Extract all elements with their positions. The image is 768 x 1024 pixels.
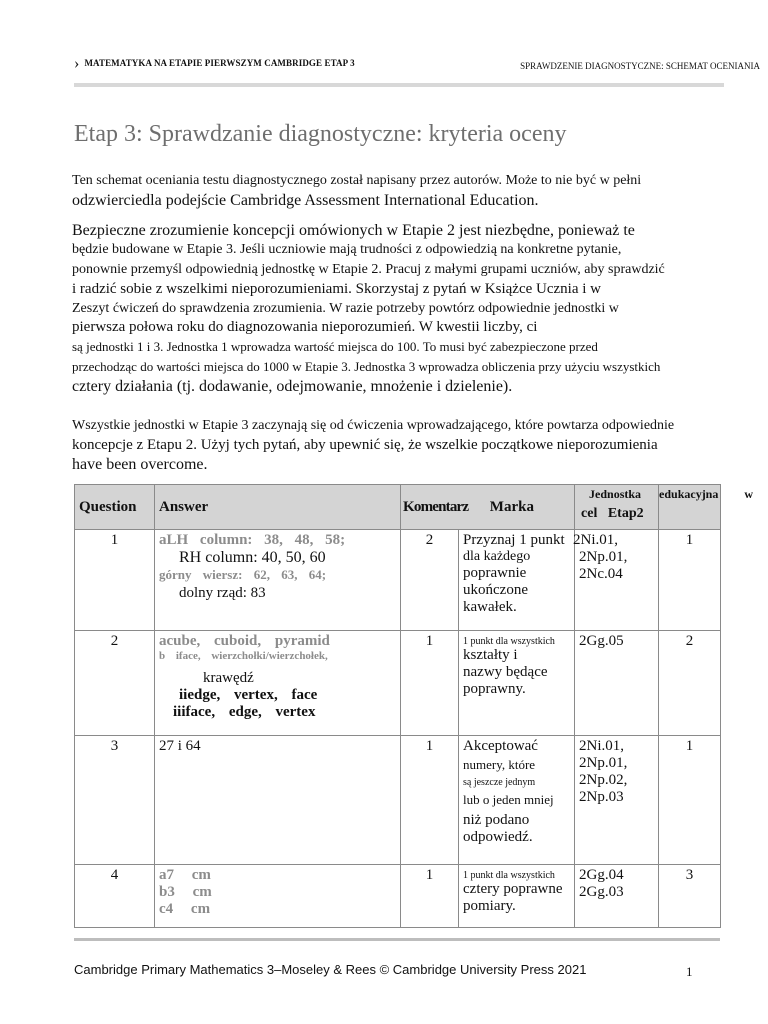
answer-line: b3 cm bbox=[159, 884, 212, 900]
objective-code: 2Ni.01, bbox=[579, 738, 625, 754]
objective-code: 2Nc.04 bbox=[579, 566, 623, 582]
table-row bbox=[75, 865, 721, 928]
table-row bbox=[75, 530, 721, 631]
unit-number: 2 bbox=[659, 631, 721, 736]
page-number: 1 bbox=[686, 964, 693, 979]
mark-value: 1 bbox=[401, 736, 459, 865]
unit-number: 1 bbox=[659, 530, 721, 631]
objective-code: 2Gg.04 bbox=[579, 867, 624, 883]
comment-line: Przyznaj 1 punkt bbox=[463, 532, 565, 548]
comment-line: poprawnie bbox=[463, 565, 527, 581]
answer-cell bbox=[155, 736, 401, 865]
column-header-etap2: Etap2 bbox=[607, 506, 644, 521]
question-number: 2 bbox=[75, 631, 155, 736]
paragraph-line: Zeszyt ćwiczeń do sprawdzenia zrozumienia. W razie potrzeby powtórz odpowiednie jednostki w bbox=[72, 301, 619, 316]
comment-line: kształty i bbox=[463, 647, 518, 663]
objective-cell bbox=[575, 530, 659, 631]
unit-number: 1 bbox=[659, 736, 721, 865]
column-header-komentarz: Komentarz bbox=[403, 498, 469, 515]
column-header-comment-mark bbox=[401, 485, 575, 530]
running-header-right: SPRAWDZENIE DIAGNOSTYCZNE: SCHEMAT OCENIANIA bbox=[520, 61, 760, 71]
paragraph-line: ponownie przemyśl odpowiednią jednostkę w Etapie 2. Pracuj z małymi grupami uczniów, aby sprawdzić bbox=[72, 262, 665, 277]
objective-cell bbox=[575, 631, 659, 736]
column-header-edukacyjna: edukacyjna bbox=[659, 487, 719, 501]
paragraph-line: odzwierciedla podejście Cambridge Assessment International Education. bbox=[72, 192, 539, 209]
marking-scheme-table bbox=[74, 484, 754, 928]
comment-line: są jeszcze jednym bbox=[463, 777, 536, 788]
paragraph-line: pierwsza połowa roku do diagnozowania nieporozumień. W kwestii liczby, ci bbox=[72, 319, 538, 335]
answer-line: b iface, wierzchołki/wierzchołek, bbox=[159, 650, 328, 662]
column-header-answer: Answer bbox=[155, 485, 401, 530]
answer-line: RH column: 40, 50, 60 bbox=[179, 549, 326, 566]
answer-line: iiedge, vertex, face bbox=[179, 687, 318, 703]
comment-line: lub o jeden mniej bbox=[463, 792, 554, 807]
comment-line: kawałek. bbox=[463, 599, 517, 615]
table-row bbox=[75, 631, 721, 736]
column-header-question: Question bbox=[75, 485, 155, 530]
paragraph-intro-exercise bbox=[72, 418, 732, 474]
paragraph-line: przechodząc do wartości miejsca do 1000 w Etapie 3. Jednostka 3 wprowadza obliczenia przy użyciu wszystkich bbox=[72, 359, 661, 374]
paragraph-line: Wszystkie jednostki w Etapie 3 zaczynają się od ćwiczenia wprowadzającego, które powtarza odpowiednie bbox=[72, 418, 675, 433]
column-header-w: w bbox=[744, 487, 754, 501]
answer-line: acube, cuboid, pyramid bbox=[159, 633, 330, 649]
answer-line: krawędź bbox=[203, 670, 254, 686]
objective-code: 2Np.03 bbox=[579, 789, 624, 805]
page-title: Etap 3: Sprawdzanie diagnostyczne: kryteria oceny bbox=[74, 121, 567, 147]
question-number: 4 bbox=[75, 865, 155, 928]
comment-cell bbox=[459, 865, 575, 928]
objective-cell bbox=[575, 865, 659, 928]
column-header-objective bbox=[575, 485, 659, 530]
answer-line: a7 cm bbox=[159, 867, 211, 883]
comment-line: 1 punkt dla wszystkich bbox=[463, 636, 555, 647]
objective-code: 2Np.01, bbox=[579, 755, 628, 771]
paragraph-line: Bezpieczne zrozumienie koncepcji omówionych w Etapie 2 jest niezbędne, ponieważ te bbox=[72, 222, 635, 239]
paragraph-line: i radzić sobie z wszelkimi nieporozumieniami. Skorzystaj z pytań w Książce Ucznia i w bbox=[72, 281, 601, 297]
comment-line: niż podano bbox=[463, 812, 530, 828]
comment-line: poprawny. bbox=[463, 681, 526, 697]
paragraph-line: Ten schemat oceniania testu diagnostycznego został napisany przez autorów. Może to nie być w pełni bbox=[72, 173, 642, 188]
answer-line: iiiface, edge, vertex bbox=[173, 704, 316, 720]
unit-number: 3 bbox=[659, 865, 721, 928]
paragraph-line: będzie budowane w Etapie 3. Jeśli uczniowie mają trudności z odpowiedzią na konkretne pytanie, bbox=[72, 242, 622, 257]
answer-line: aLH column: 38, 48, 58; bbox=[159, 532, 346, 548]
paragraph-line: koncepcje z Etapu 2. Użyj tych pytań, aby upewnić się, że wszelkie początkowe nieporozumienia bbox=[72, 437, 658, 453]
column-header-jednostka: Jednostka bbox=[589, 487, 642, 501]
table-bottom-divider bbox=[74, 938, 720, 941]
answer-cell bbox=[155, 631, 401, 736]
comment-line: pomiary. bbox=[463, 898, 516, 914]
comment-line: cztery poprawne bbox=[463, 881, 563, 897]
objective-code: 2Np.01, bbox=[579, 549, 628, 565]
comment-cell bbox=[459, 736, 575, 865]
mark-value: 1 bbox=[401, 865, 459, 928]
comment-line: ukończone bbox=[463, 582, 528, 598]
table-header-row bbox=[75, 485, 721, 530]
paragraph-line: cztery działania (tj. dodawanie, odejmowanie, mnożenie i dzielenie). bbox=[72, 378, 513, 395]
question-number: 1 bbox=[75, 530, 155, 631]
objective-code: 2Np.02, bbox=[579, 772, 628, 788]
objective-code: 2Gg.03 bbox=[579, 884, 624, 900]
mark-value: 1 bbox=[401, 631, 459, 736]
comment-line: 1 punkt dla wszystkich bbox=[463, 870, 555, 881]
column-header-unit bbox=[659, 485, 754, 530]
paragraph-line: have been overcome. bbox=[72, 456, 208, 473]
paragraph-line: są jednostki 1 i 3. Jednostka 1 wprowadza wartość miejsca do 100. To musi być zabezpieczone przed bbox=[72, 339, 598, 354]
answer-line: dolny rząd: 83 bbox=[179, 585, 266, 601]
mark-value: 2 bbox=[401, 530, 459, 631]
question-number: 3 bbox=[75, 736, 155, 865]
comment-cell bbox=[459, 631, 575, 736]
comment-line: odpowiedź. bbox=[463, 829, 533, 845]
header-divider bbox=[74, 83, 724, 87]
answer-cell bbox=[155, 530, 401, 631]
paragraph-intro bbox=[72, 173, 732, 210]
comment-line: numery, które bbox=[463, 757, 536, 772]
paragraph-diagnosis bbox=[72, 222, 732, 396]
column-header-marka: Marka bbox=[489, 498, 534, 515]
answer-line: c4 cm bbox=[159, 901, 211, 917]
objective-code: 2Gg.05 bbox=[579, 633, 624, 649]
running-header-left-text: MATEMATYKA NA ETAPIE PIERWSZYM CAMBRIDGE ETAP 3 bbox=[84, 58, 355, 68]
column-header-cel: cel bbox=[581, 506, 598, 521]
comment-line: nazwy będące bbox=[463, 664, 548, 680]
running-header-left bbox=[74, 54, 355, 72]
objective-code: 2Ni.01, bbox=[573, 532, 619, 548]
chevron-right-icon: › bbox=[74, 54, 80, 72]
table-row bbox=[75, 736, 721, 865]
comment-cell bbox=[459, 530, 575, 631]
comment-line: dla każdego bbox=[463, 549, 531, 564]
column-header-cel-etap2 bbox=[579, 506, 654, 522]
page-footer: Cambridge Primary Mathematics 3–Moseley & Rees © Cambridge University Press 2021 bbox=[74, 962, 587, 977]
objective-cell bbox=[575, 736, 659, 865]
answer-cell bbox=[155, 865, 401, 928]
comment-line: Akceptować bbox=[463, 738, 538, 754]
answer-line: 27 i 64 bbox=[159, 738, 201, 754]
answer-line: górny wiersz: 62, 63, 64; bbox=[159, 567, 327, 582]
